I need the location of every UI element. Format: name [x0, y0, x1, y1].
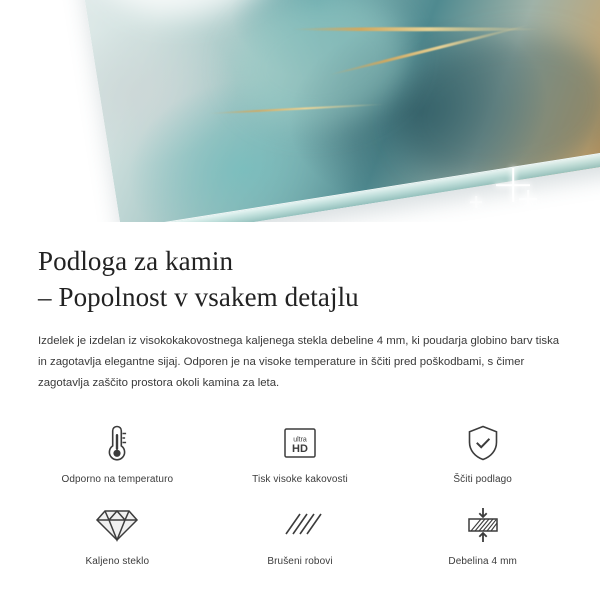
- svg-text:ultra: ultra: [293, 436, 307, 444]
- feature-item-print-quality: [209, 421, 392, 485]
- content-block: [0, 222, 600, 395]
- description-paragraph: Izdelek je izdelan iz visokokakovostnega kaljenega stekla debeline 4 mm, ki poudarja globino barv tiska in zagotavlja elegantne sijaj. Odporen je na visoke temperature in ščiti pred poškodbami, s čimer zagotavlja zaščito prostora okoli kamina za leta.: [38, 335, 560, 390]
- feature-item-temperature: [26, 421, 209, 485]
- hero-image: [0, 0, 600, 222]
- ultra-hd-icon: [280, 421, 320, 465]
- glass-panel: [64, 0, 600, 222]
- feature-grid: [0, 421, 600, 567]
- sparkle-icon: [470, 196, 482, 208]
- page-title: [38, 244, 562, 315]
- marble-smoke: [223, 0, 418, 139]
- shield-check-icon: [464, 421, 502, 465]
- hero-stage: [0, 0, 600, 222]
- svg-text:HD: HD: [292, 442, 308, 455]
- feature-item-polished-edges: [209, 503, 392, 567]
- feature-label: Ščiti podlago: [453, 473, 512, 485]
- thickness-icon: [461, 503, 505, 547]
- marble-artwork: [64, 0, 600, 222]
- feature-label: Kaljeno steklo: [85, 555, 150, 567]
- page-title-line-1: Podloga za kamin: [38, 246, 234, 276]
- feature-item-thickness: [391, 503, 574, 567]
- sparkle-icon: [519, 190, 537, 208]
- diamond-icon: [95, 503, 139, 547]
- feature-label: Brušeni robovi: [267, 555, 333, 567]
- feature-label: Odporno na temperaturo: [61, 473, 174, 485]
- feature-item-protects-surface: [391, 421, 574, 485]
- feature-item-tempered-glass: [26, 503, 209, 567]
- polished-edges-icon: [278, 503, 322, 547]
- feature-label: Debelina 4 mm: [448, 555, 517, 567]
- thermometer-icon: [101, 421, 133, 465]
- page-title-line-2: – Popolnost v vsakem detajlu: [38, 281, 359, 312]
- feature-label: Tisk visoke kakovosti: [252, 473, 348, 485]
